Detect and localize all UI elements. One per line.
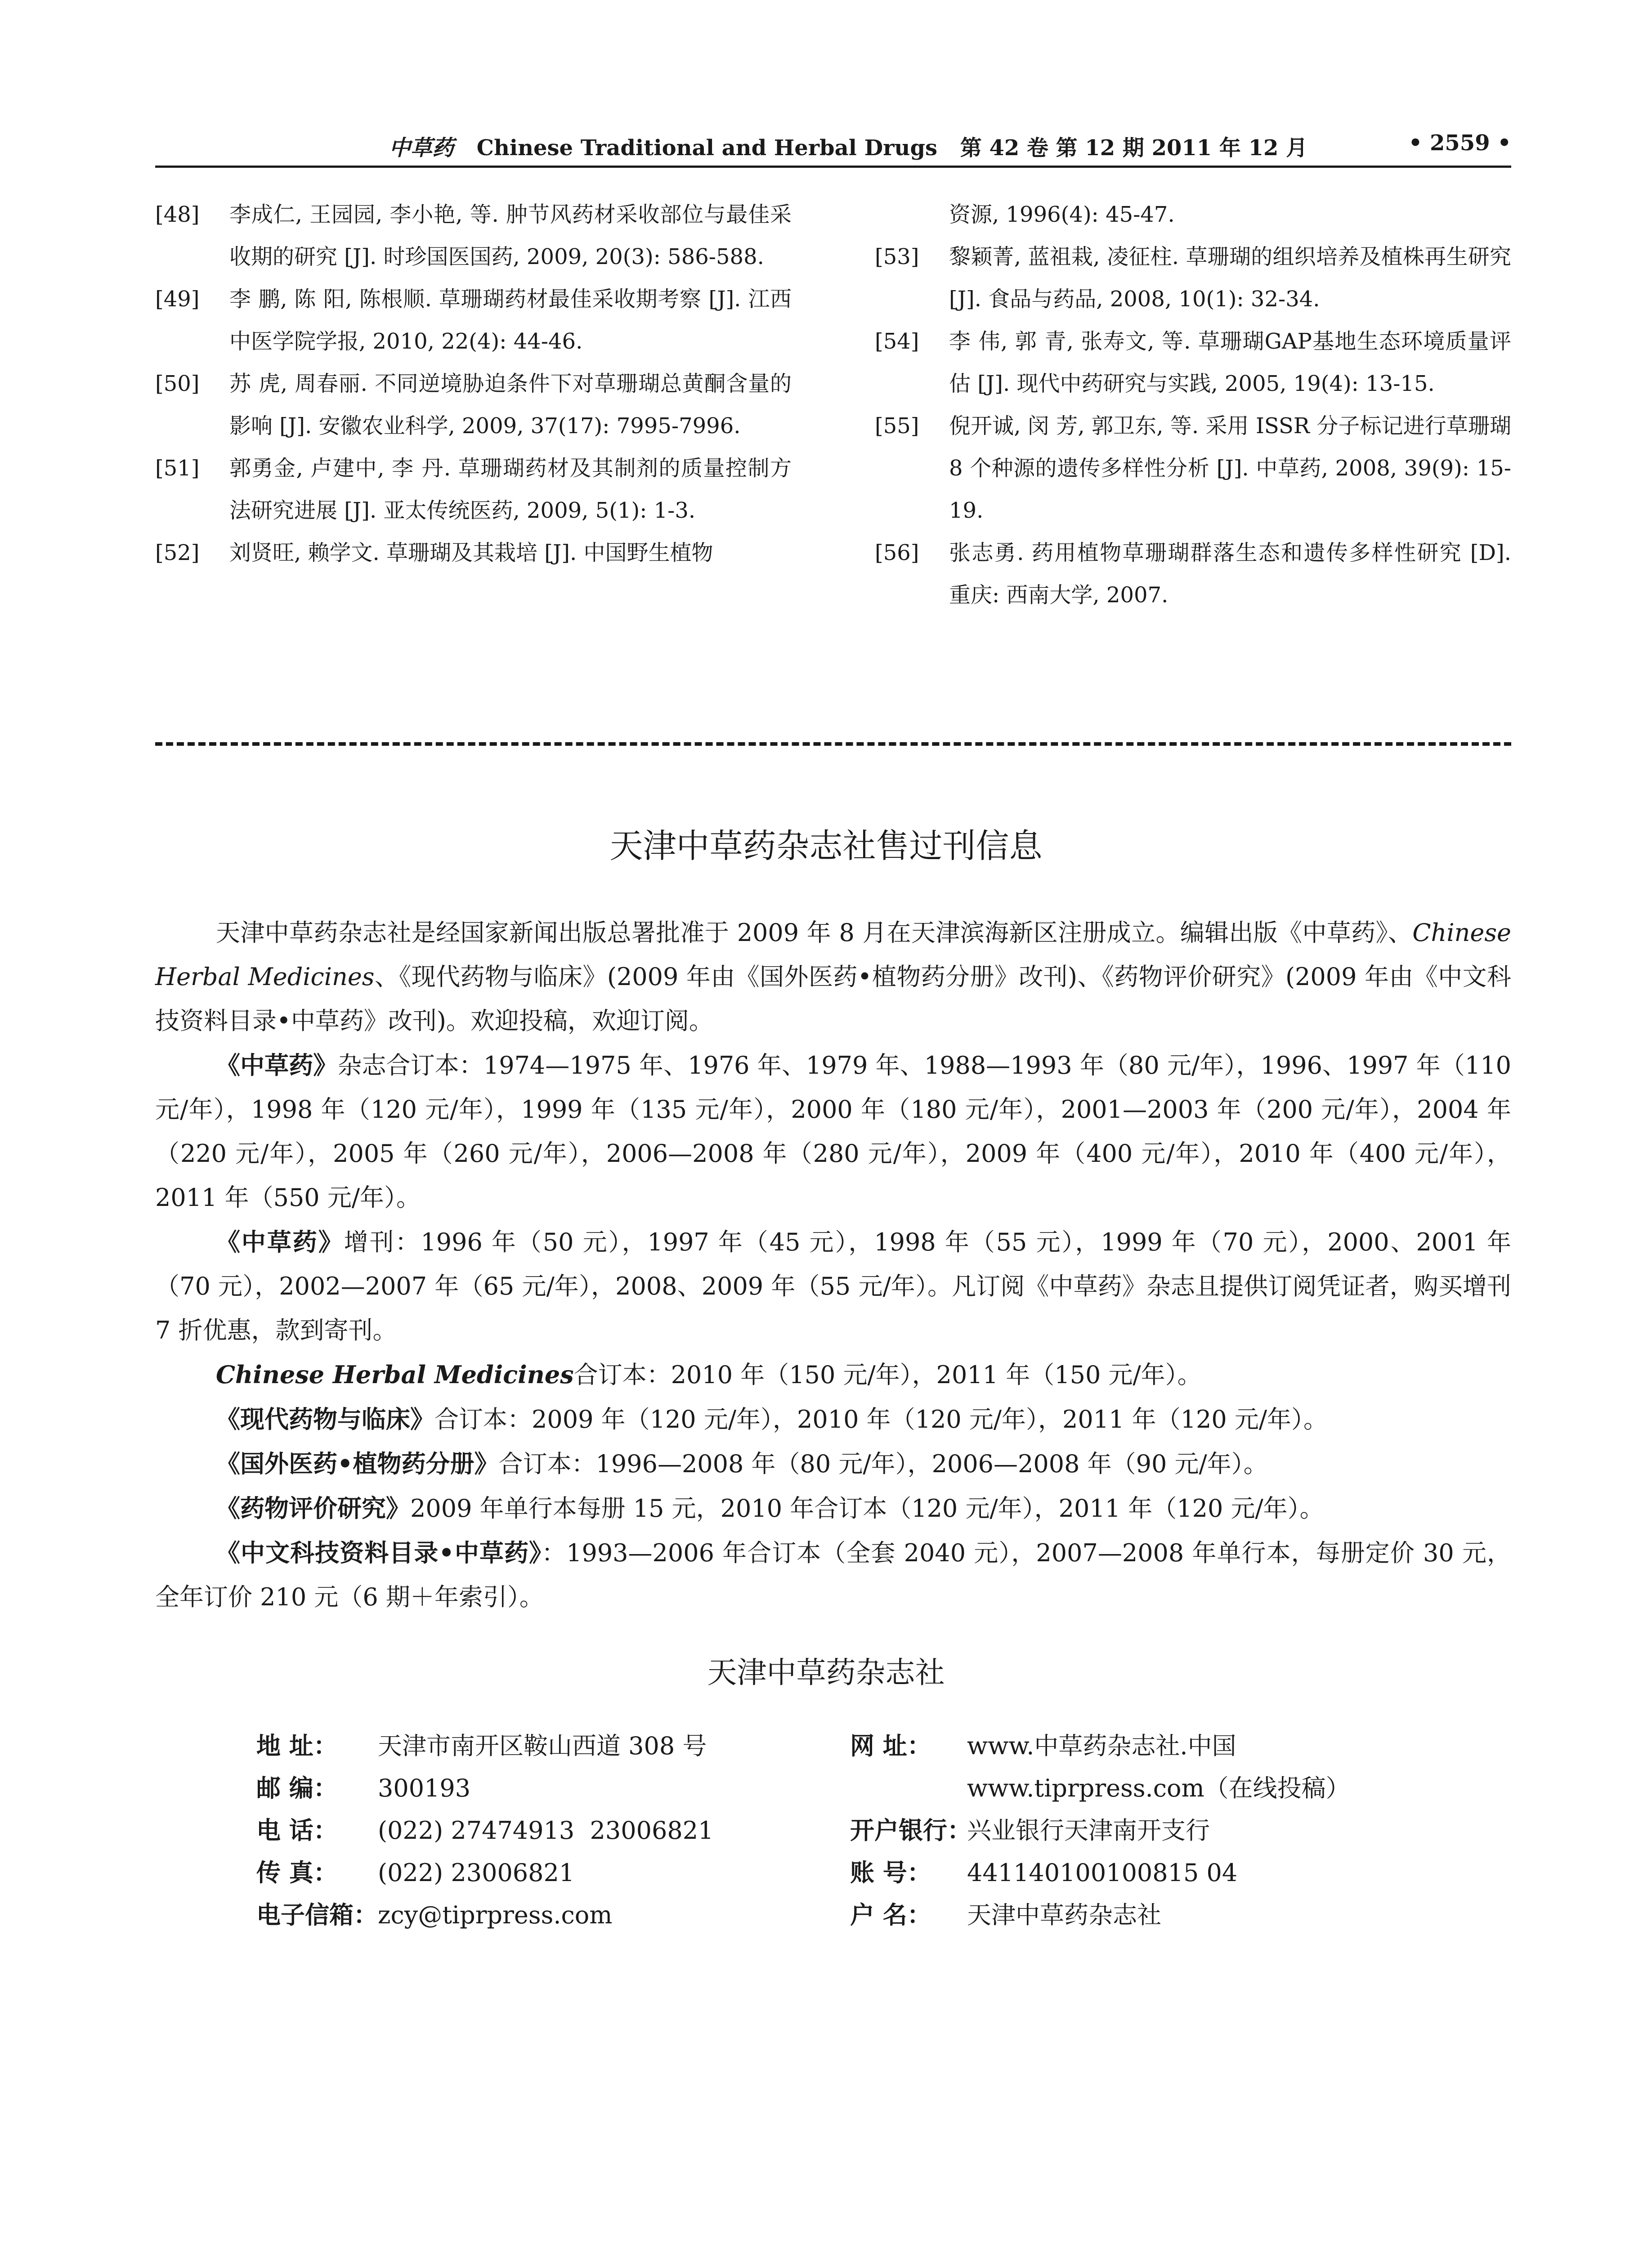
bank-row xyxy=(850,1810,1480,1852)
reference-item xyxy=(155,447,792,532)
reference-number: [49] xyxy=(155,287,200,312)
website-row-2 xyxy=(850,1767,1480,1810)
reference-text: 资源, 1996(4): 45-47. xyxy=(949,202,1175,227)
paragraph-lead: 《现代药物与临床》 xyxy=(216,1405,434,1434)
paragraph-foreign-medicine-bound xyxy=(155,1442,1511,1486)
reference-text: 黎颖菁, 蓝祖栽, 凌征柱. 草珊瑚的组织培养及植株再生研究 [J]. 食品与药品, 2008, 10(1): 32-34. xyxy=(949,244,1511,312)
reference-item xyxy=(155,193,792,278)
address-value: 天津市南开区鞍山西道 308 号 xyxy=(378,1732,707,1760)
reference-item xyxy=(155,363,792,447)
website-value-2[interactable]: www.tiprpress.com（在线投稿） xyxy=(967,1774,1350,1802)
account-label: 账 号： xyxy=(850,1859,931,1887)
reference-item xyxy=(155,278,792,363)
account-row xyxy=(850,1852,1480,1894)
publisher-name: 天津中草药杂志社 xyxy=(707,1655,945,1690)
reference-text: 倪开诚, 闵 芳, 郭卫东, 等. 采用 ISSR 分子标记进行草珊瑚 8 个种源的遗传多样性分析 [J]. 中草药, 2008, 39(9): 15-19. xyxy=(949,413,1511,523)
reference-number: [55] xyxy=(875,413,919,439)
journal-title-en: Chinese Traditional and Herbal Drugs xyxy=(476,135,938,161)
paragraph-lead: 《药物评价研究》 xyxy=(216,1494,410,1523)
address-label: 地 址： xyxy=(256,1732,338,1760)
postcode-value: 300193 xyxy=(378,1774,471,1802)
paragraph-lead: 《中文科技资料目录•中草药》 xyxy=(216,1538,542,1567)
paragraph-drug-evaluation xyxy=(155,1486,1511,1531)
phone-value: (022) 27474913 23006821 xyxy=(378,1816,714,1845)
paragraph-catalog xyxy=(155,1531,1511,1619)
issue-info: 第 42 卷 第 12 期 2011 年 12 月 xyxy=(960,135,1308,161)
postcode-label: 邮 编： xyxy=(256,1774,338,1802)
intro-english-title: Chinese Herbal Medicines xyxy=(155,918,1511,991)
account-name-row xyxy=(850,1894,1480,1936)
journal-title xyxy=(389,130,1307,161)
intro-text-2: 、《现代药物与临床》(2009 年由《国外医药•植物药分册》改刊)、《药物评价研究》(2009 年由《中文科技资料目录•中草药》改刊)。欢迎投稿，欢迎订阅。 xyxy=(155,963,1511,1035)
reference-number: [51] xyxy=(155,456,200,481)
account-name-label: 户 名： xyxy=(850,1901,931,1929)
contact-right-column xyxy=(850,1725,1480,1936)
contact-left-column xyxy=(256,1725,796,1936)
reference-text: 刘贤旺, 赖学文. 草珊瑚及其栽培 [J]. 中国野生植物 xyxy=(229,540,713,565)
address-row xyxy=(256,1725,796,1767)
reference-item xyxy=(155,532,792,574)
email-label: 电子信箱： xyxy=(256,1901,378,1929)
header-rule xyxy=(155,166,1511,168)
reference-item xyxy=(875,405,1511,532)
running-header xyxy=(155,130,1511,161)
paragraph-zhongcaoyao-bound xyxy=(155,1043,1511,1220)
reference-text: 李 伟, 郭 青, 张寿文, 等. 草珊瑚GAP基地生态环境质量评估 [J]. 现代中药研究与实践, 2005, 19(4): 13-15. xyxy=(949,329,1511,396)
reference-number: [54] xyxy=(875,329,919,354)
paragraph-chm-bound xyxy=(155,1353,1511,1397)
fax-value: (022) 23006821 xyxy=(378,1859,575,1887)
paragraph-lead: 《国外医药•植物药分册》 xyxy=(216,1449,499,1478)
journal-title-cn: 中草药 xyxy=(389,135,454,161)
paragraph-text: ：1993—2006 年合订本（全套 2040 元），2007—2008 年单行本，每册定价 30 元，全年订价 210 元（6 期＋年索引）。 xyxy=(155,1539,1511,1611)
reference-text: 苏 虎, 周春丽. 不同逆境胁迫条件下对草珊瑚总黄酮含量的影响 [J]. 安徽农业科学, 2009, 37(17): 7995-7996. xyxy=(229,371,792,439)
reference-number: [48] xyxy=(155,202,200,227)
references-left-column xyxy=(155,193,792,574)
paragraph-lead: Chinese Herbal Medicines xyxy=(216,1360,574,1389)
paragraph-lead: 《中草药》 xyxy=(216,1051,338,1080)
paragraph-modern-drugs-bound xyxy=(155,1397,1511,1442)
website-row xyxy=(850,1725,1480,1767)
reference-item xyxy=(875,320,1511,405)
references-right-column xyxy=(875,193,1511,616)
paragraph-lead: 《中草药》 xyxy=(216,1228,344,1256)
announcement-body xyxy=(155,911,1511,1619)
paragraph-zhongcaoyao-supplement xyxy=(155,1220,1511,1353)
reference-number: [52] xyxy=(155,540,200,565)
paragraph-text: 合订本：2009 年（120 元/年），2010 年（120 元/年），2011 年（120 元/年）。 xyxy=(434,1405,1328,1434)
dashed-separator xyxy=(155,742,1511,746)
email-value[interactable]: zcy@tiprpress.com xyxy=(378,1901,613,1929)
reference-item xyxy=(875,532,1511,616)
website-label: 网 址： xyxy=(850,1732,931,1760)
reference-text: 郭勇金, 卢建中, 李 丹. 草珊瑚药材及其制剂的质量控制方法研究进展 [J]. 亚太传统医药, 2009, 5(1): 1-3. xyxy=(229,456,792,523)
paragraph-text: 2009 年单行本每册 15 元，2010 年合订本（120 元/年），2011 年（120 元/年）。 xyxy=(410,1494,1324,1523)
paragraph-text: 合订本：2010 年（150 元/年），2011 年（150 元/年）。 xyxy=(573,1361,1202,1389)
page-number: • 2559 • xyxy=(1408,130,1511,156)
postcode-row xyxy=(256,1767,796,1810)
paragraph-text: 合订本：1996—2008 年（80 元/年），2006—2008 年（90 元/年）。 xyxy=(498,1450,1268,1478)
reference-number: [50] xyxy=(155,371,200,396)
bank-label: 开户银行： xyxy=(850,1816,972,1845)
email-row xyxy=(256,1894,796,1936)
reference-number: [53] xyxy=(875,244,919,269)
paragraph-text: 杂志合订本：1974—1975 年、1976 年、1979 年、1988—1993 年（80 元/年），1996、1997 年（110 元/年），1998 年（120 元/年），1999 年（135 元/年），2000 年（180 元/年），2001—2003 年（200 元/年），2004 年（220 元/年），2005 年（260 元/年），2006—2008 年（280 元/年），2009 年（400 元/年），2010 年（400 元/年），2011 年（550 元/年）。 xyxy=(155,1051,1511,1212)
phone-row xyxy=(256,1810,796,1852)
paragraph-text: 增刊：1996 年（50 元），1997 年（45 元），1998 年（55 元），1999 年（70 元），2000、2001 年（70 元），2002—2007 年（65 元/年），2008、2009 年（55 元/年）。凡订阅《中草药》杂志且提供订阅凭证者，购买增刊 7 折优惠，款到寄刊。 xyxy=(155,1228,1512,1344)
announcement-intro xyxy=(155,911,1511,1043)
reference-item xyxy=(875,236,1511,320)
bank-value: 兴业银行天津南开支行 xyxy=(967,1816,1210,1845)
reference-text: 李 鹏, 陈 阳, 陈根顺. 草珊瑚药材最佳采收期考察 [J]. 江西中医学院学报, 2010, 22(4): 44-46. xyxy=(229,287,792,354)
fax-row xyxy=(256,1852,796,1894)
account-value: 441140100100815 04 xyxy=(967,1859,1238,1887)
account-name-value: 天津中草药杂志社 xyxy=(967,1901,1161,1929)
website-value-1[interactable]: www.中草药杂志社.中国 xyxy=(967,1732,1236,1760)
reference-text: 张志勇. 药用植物草珊瑚群落生态和遗传多样性研究 [D]. 重庆: 西南大学, 2007. xyxy=(949,540,1511,608)
reference-number: [56] xyxy=(875,540,919,565)
fax-label: 传 真： xyxy=(256,1859,338,1887)
reference-item xyxy=(875,193,1511,236)
phone-label: 电 话： xyxy=(256,1816,338,1845)
announcement-title: 天津中草药杂志社售过刊信息 xyxy=(609,827,1043,865)
reference-text: 李成仁, 王园园, 李小艳, 等. 肿节风药材采收部位与最佳采收期的研究 [J]. 时珍国医国药, 2009, 20(3): 586-588. xyxy=(229,202,792,269)
intro-text-1: 天津中草药杂志社是经国家新闻出版总署批准于 2009 年 8 月在天津滨海新区注册成立。编辑出版《中草药》、 xyxy=(216,918,1413,947)
